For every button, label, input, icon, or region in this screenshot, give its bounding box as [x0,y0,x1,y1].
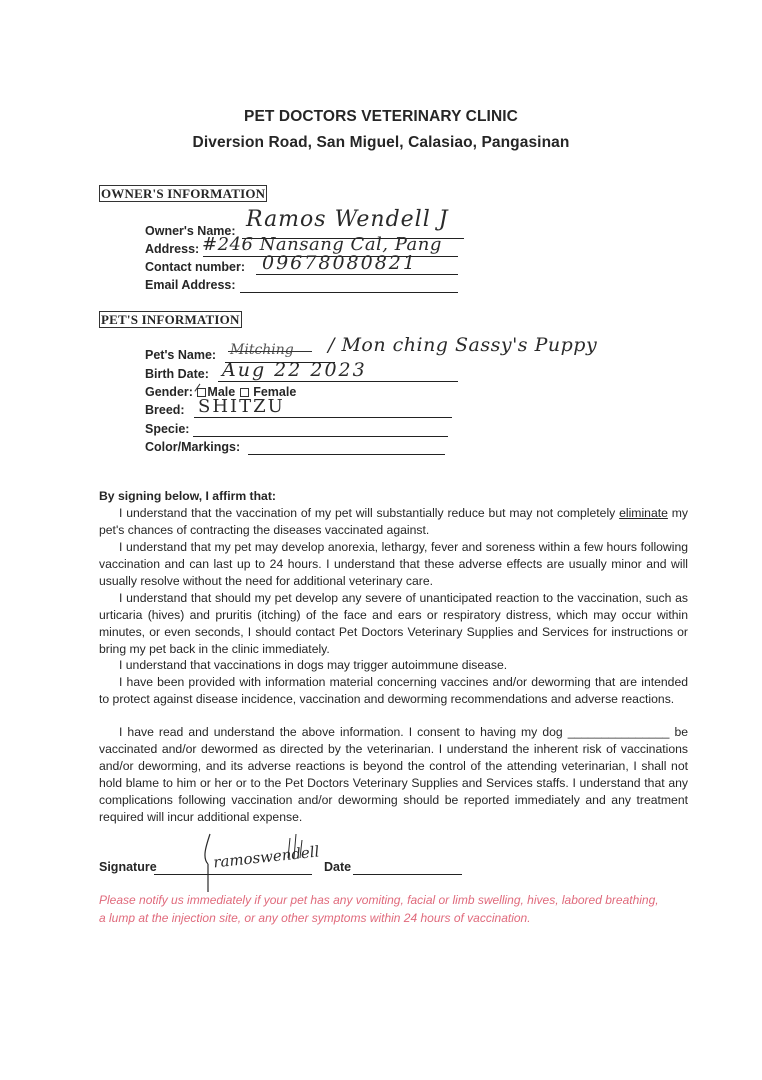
date-label: Date [324,860,352,874]
clinic-name: PET DOCTORS VETERINARY CLINIC [244,108,518,125]
specie-label: Specie: [145,422,190,436]
breed-line [194,417,452,418]
breed-label: Breed: [145,403,185,417]
consent-p1-start: I understand that the vaccination of my pet will substantially reduce but may not completely [119,506,620,520]
owner-address-label: Address: [145,242,200,256]
owner-info-heading: OWNER'S INFORMATION [101,186,266,201]
contact-number-line [256,274,458,275]
clinic-address: Diversion Road, San Miguel, Calasiao, Pangasinan [192,134,570,151]
consent-paragraph-6 [99,724,688,826]
pet-name-value[interactable]: / Mon ching Sassy's Puppy [328,334,598,356]
email-line [240,292,458,293]
signature-value[interactable]: ramoswendell [212,842,321,872]
breed-value[interactable]: SHITZU [198,396,285,417]
consent-paragraph-1 [99,505,688,539]
date-line [353,874,462,875]
specie-line [193,436,448,437]
pet-info-heading: PET'S INFORMATION [101,312,240,327]
gender-female-label: Female [253,385,297,399]
owner-name-value[interactable]: Ramos Wendell J [246,207,449,232]
signature-flourish [286,832,308,862]
consent-p6-end: be vaccinated and/or dewormed as directed by the veterinarian. I understand the inherent risk of vaccinations and/or deworming, and its adverse reactions is beyond the control of the attending veterinarian, I shall not hold blame to him or her or to the Pet Doctors Veterinary Supplies and Services staffs. I understand that any complications following vaccination and/or deworming should be reported immediately and any treatment required will incur additional expense. [99,725,688,824]
signature-label: Signature [99,860,157,874]
gender-label: Gender: [145,385,193,399]
consent-paragraph-3: I understand that should my pet develop any severe of unanticipated reaction to the vaccination, such as urticaria (hives) and pruritis (itching) of the face and ears or respiratory distress, which may occur within minutes, or even seconds, I should contact Pet Doctors Veterinary Supplies and Services for instructions or bring my pet back in the clinic immediately. [99,591,688,656]
pet-name-label: Pet's Name: [145,348,217,362]
gender-male-label: Male [207,385,236,399]
consent-paragraph-4: I understand that vaccinations in dogs may trigger autoimmune disease. [119,658,508,672]
pet-name-crossed: Mitching [230,342,294,358]
consent-intro: By signing below, I affirm that: [99,489,276,503]
consent-paragraph-5: I have been provided with information material concerning vaccines and/or deworming that are intended to protect against disease incidence, vaccination and deworming recommendations and adverse reactions. [99,675,688,706]
consent-p1-underlined: eliminate [619,506,668,520]
signature-line [154,874,312,875]
birth-date-label: Birth Date: [145,367,209,381]
signature-stroke [198,832,220,894]
contact-number-label: Contact number: [145,260,245,274]
dog-name-blank[interactable]: _______________ [567,725,670,739]
color-markings-line [248,454,445,455]
email-label: Email Address: [145,278,236,292]
pet-name-strikethrough [228,351,312,352]
birth-date-value[interactable]: Aug 22 2023 [222,359,367,381]
color-markings-label: Color/Markings: [145,440,241,454]
consent-paragraph-2: I understand that my pet may develop anorexia, lethargy, fever and soreness within a few hours following vaccination and can last up to 24 hours. I understand that these adverse effects are usually minor and will usually resolve without the need for additional veterinary care. [99,540,688,588]
owner-address-value[interactable]: #246 Nansang Cal, Pang [202,234,442,255]
aftercare-notice: Please notify us immediately if your pet has any vomiting, facial or limb swelling, hives, labored breathing, a lump at the injection site, or any other symptoms within 24 hours of vaccination. [99,893,659,925]
owner-name-label: Owner's Name: [145,224,236,238]
contact-number-value[interactable]: 09678080821 [262,252,417,274]
consent-p1-end: my pet's chances of contracting the diseases vaccinated against. [99,506,688,537]
birth-date-line [218,381,458,382]
consent-p6-start: I have read and understand the above information. I consent to having my dog [119,725,563,739]
